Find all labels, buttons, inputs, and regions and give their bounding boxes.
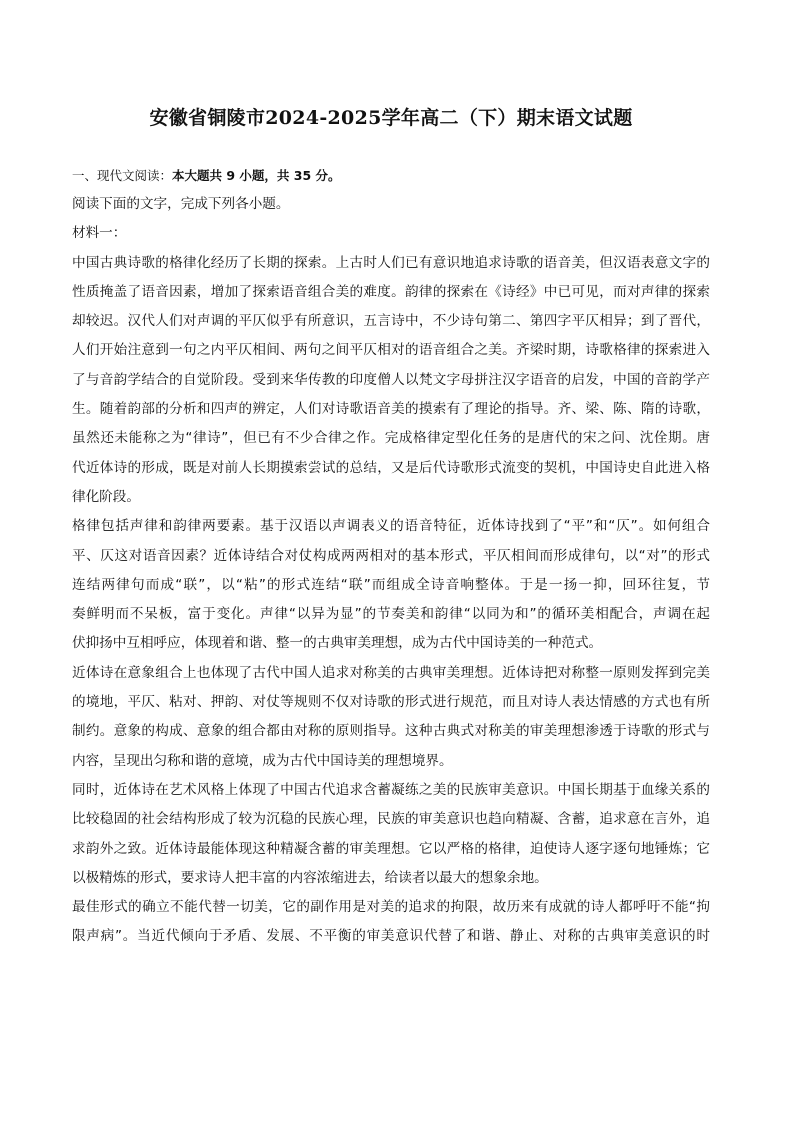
text-line: 平、仄这对语音因素？近体诗结合对仗构成两两相对的基本形式，平仄相间而形成律句，以“对”的形式	[72, 547, 710, 564]
text-line: 的境地，平仄、粘对、押韵、对仗等规则不仅对诗歌的形式进行规范，而且对诗人表达情感的方式也有所	[72, 694, 710, 711]
text-line: 伏抑扬中互相呼应，体现着和谐、整一的古典审美理想，成为古代中国诗美的一种范式。	[72, 635, 603, 652]
text-line: 性质掩盖了语音因素，增加了探索语音组合美的难度。韵律的探索在《诗经》中已可见，而对声律的探索	[72, 283, 710, 300]
text-line: 连结两律句而成“联”，以“粘”的形式连结“联”而组成全诗音响整体。于是一扬一抑，回环往复，节	[72, 576, 710, 593]
text-line: 最佳形式的确立不能代替一切美，它的副作用是对美的追求的拘限，故历来有成就的诗人都呼吁不能“拘	[72, 899, 710, 916]
paragraph-4	[72, 776, 710, 893]
text-line: 制约。意象的构成、意象的组合都由对称的原则指导。这种古典式对称美的审美理想渗透于诗歌的形式与	[72, 723, 710, 740]
passage	[72, 249, 710, 952]
text-line: 了与音韵学结合的自觉阶段。受到来华传教的印度僧人以梵文字母拼注汉字语音的启发，中国的音韵学产	[72, 371, 710, 388]
text-line: 格律包括声律和韵律两要素。基于汉语以声调表义的语音特征，近体诗找到了“平”和“仄”。如何组合	[72, 518, 710, 535]
text-line: 同时，近体诗在艺术风格上体现了中国古代追求含蓄凝练之美的民族审美意识。中国长期基于血缘关系的	[72, 781, 710, 798]
text-line: 律化阶段。	[72, 488, 140, 505]
paragraph-5	[72, 893, 710, 952]
text-line: 奏鲜明而不呆板，富于变化。声律“以异为显”的节奏美和韵律“以同为和”的循环美相配合，声调在起	[72, 606, 710, 623]
text-line: 人们开始注意到一句之内平仄相间、两句之间平仄相对的语音组合之美。齐梁时期，诗歌格律的探索进入	[72, 342, 710, 359]
text-line: 虽然还未能称之为“律诗”，但已有不少合律之作。完成格律定型化任务的是唐代的宋之问、沈佺期。唐	[72, 430, 710, 447]
material-label: 材料一：	[72, 225, 127, 242]
reading-instruction: 阅读下面的文字，完成下列各小题。	[72, 196, 290, 212]
text-line: 中国古典诗歌的格律化经历了长期的探索。上古时人们已有意识地追求诗歌的语音美，但汉语表意文字的	[72, 254, 710, 271]
text-line: 生。随着韵部的分析和四声的辨定，人们对诗歌语音美的摸索有了理论的指导。齐、梁、陈、隋的诗歌，	[72, 401, 710, 418]
text-line: 内容，呈现出匀称和谐的意境，成为古代中国诗美的理想境界。	[72, 752, 453, 769]
text-line: 代近体诗的形成，既是对前人长期摸索尝试的总结，又是后代诗歌形式流变的契机，中国诗史自此进入格	[72, 459, 710, 476]
text-line: 比较稳固的社会结构形成了较为沉稳的民族心理，民族的审美意识也趋向精凝、含蓄，追求意在言外，追	[72, 811, 710, 828]
text-line: 以极精炼的形式，要求诗人把丰富的内容浓缩进去，给读者以最大的想象余地。	[72, 869, 548, 886]
paragraph-2	[72, 512, 710, 658]
paragraph-1	[72, 249, 710, 513]
text-line: 限声病”。当近代倾向于矛盾、发展、不平衡的审美意识代替了和谐、静止、对称的古典审美意识的时	[72, 928, 710, 945]
section-prefix: 一、现代文阅读：	[72, 168, 173, 183]
page-title: 安徽省铜陵市2024-2025学年高二（下）期末语文试题	[149, 107, 633, 129]
text-line: 求韵外之致。近体诗最能体现这种精凝含蓄的审美理想。它以严格的格律，迫使诗人逐字逐句地锤炼；它	[72, 840, 710, 857]
text-line: 却较迟。汉代人们对声调的平仄似乎有所意识，五言诗中，不少诗句第二、第四字平仄相异；到了晋代，	[72, 313, 710, 330]
text-line: 近体诗在意象组合上也体现了古代中国人追求对称美的古典审美理想。近体诗把对称整一原则发挥到完美	[72, 664, 710, 681]
paragraph-3	[72, 659, 710, 776]
section-detail: 本大题共 9 小题，共 35 分。	[172, 168, 341, 183]
section-heading	[72, 162, 710, 190]
